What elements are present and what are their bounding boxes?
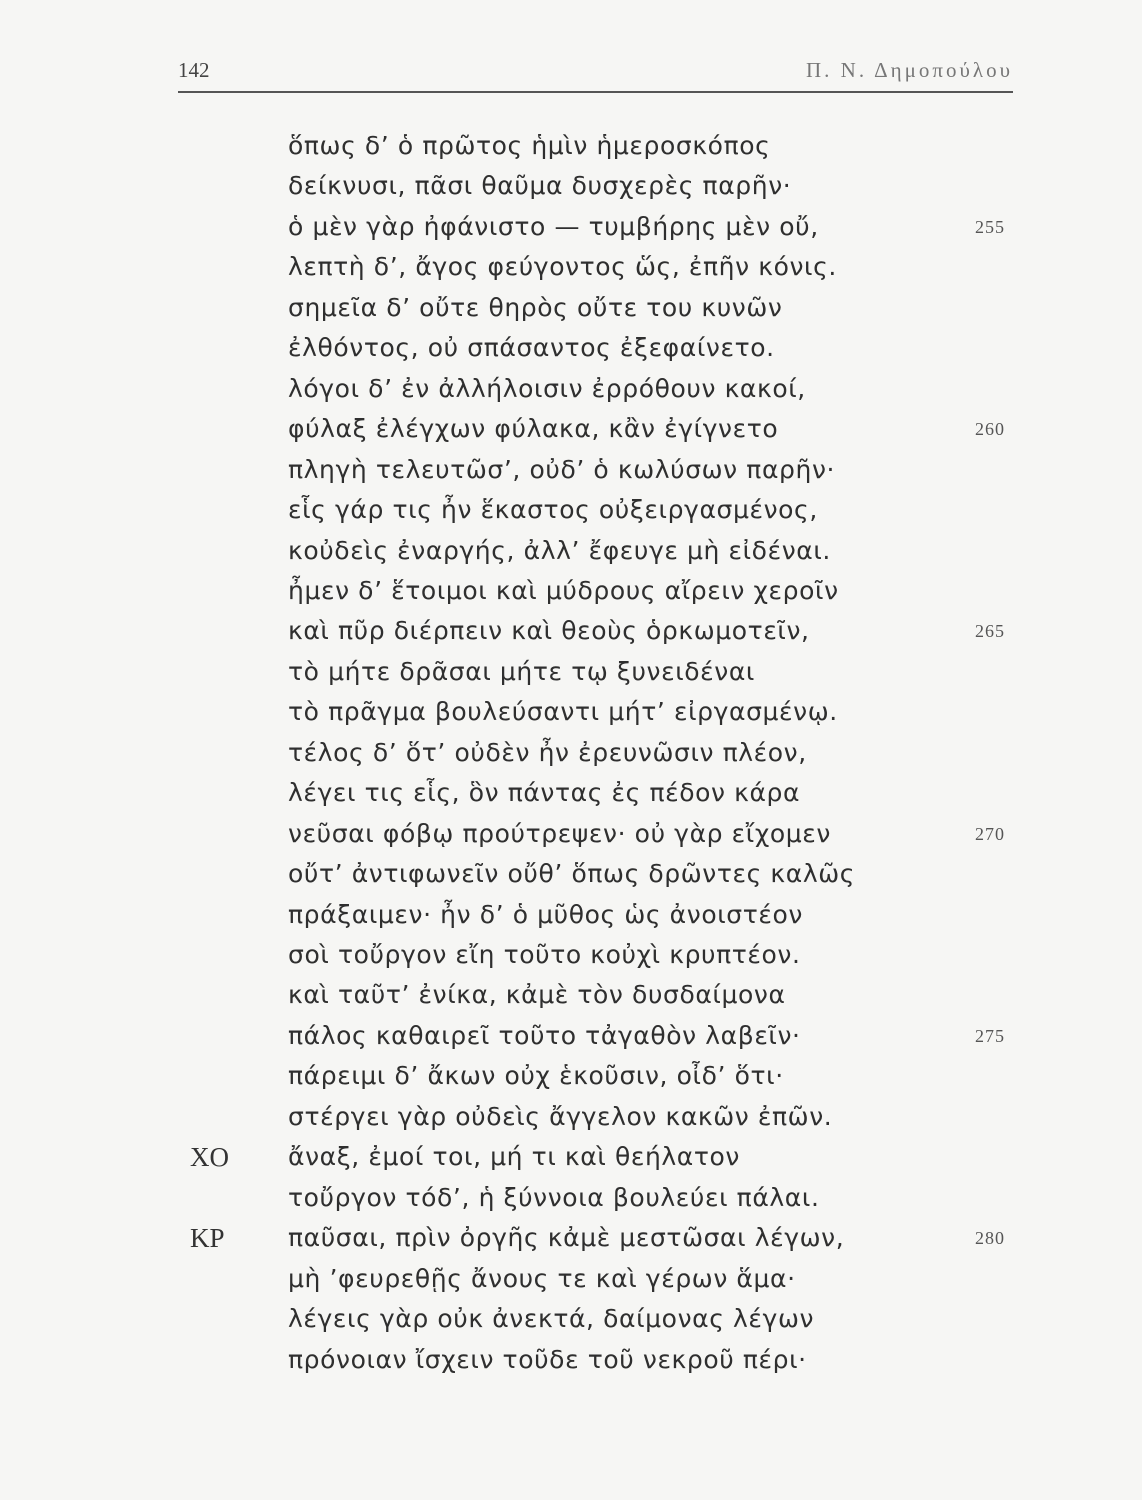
verse-line [0,571,1142,611]
verse-line [0,1299,1142,1339]
line-number: 260 [975,419,1005,440]
verse-line [0,207,1142,247]
verse-text: σημεῖα δ’ οὔτε θηρὸς οὔτε του κυνῶν [288,292,783,322]
verse-line [0,975,1142,1015]
running-head: Π. Ν. Δημοπούλου [806,58,1013,82]
verse-line [0,1340,1142,1380]
line-number: 265 [975,621,1005,642]
line-number: 280 [975,1228,1005,1249]
verse-line [0,854,1142,894]
verse-line [0,733,1142,773]
verse-line [0,692,1142,732]
verse-line [0,409,1142,449]
verse-text: σοὶ τοὔργον εἴη τοῦτο κοὐχὶ κρυπτέον. [288,940,801,969]
verse-text: οὔτ’ ἀντιφωνεῖν οὔθ’ ὅπως δρῶντες καλῶς [288,859,856,889]
verse-text: πρόνοιαν ἴσχειν τοῦδε τοῦ νεκροῦ πέρι· [288,1344,807,1374]
verse-text: δείκνυσι, πᾶσι θαῦμα δυσχερὲς παρῆν· [288,171,792,201]
verse-line [0,369,1142,409]
verse-text: παῦσαι, πρὶν ὀργῆς κἀμὲ μεστῶσαι λέγων, [288,1223,845,1253]
verse-text: φύλαξ ἐλέγχων φύλακα, κἂν ἐγίγνετο [288,414,779,444]
verse-line [0,773,1142,813]
verse-text: τοὔργον τόδ’, ἡ ξύννοια βουλεύει πάλαι. [288,1182,820,1212]
verse-line [0,490,1142,530]
verse-text: στέργει γὰρ οὐδεὶς ἄγγελον κακῶν ἐπῶν. [288,1101,833,1131]
verse-text: ὅπως δ’ ὁ πρῶτος ἡμὶν ἡμεροσκόπος [288,131,771,160]
verse-line [0,1137,1142,1177]
verse-text: τὸ μήτε δρᾶσαι μήτε τῳ ξυνειδέναι [288,656,755,686]
verse-text: νεῦσαι φόβῳ προύτρεψεν· οὐ γὰρ εἴχομεν [288,818,831,848]
verse-line [0,247,1142,287]
line-number: 255 [975,216,1005,237]
verse-line [0,1016,1142,1056]
page-number: 142 [178,58,210,82]
verse-text: λέγεις γὰρ οὐκ ἀνεκτά, δαίμονας λέγων [288,1304,815,1334]
line-number: 275 [975,1025,1005,1046]
verse-text: εἷς γάρ τις ἦν ἕκαστος οὐξειργασμένος, [288,495,818,525]
verse-line [0,1259,1142,1299]
verse-line [0,935,1142,975]
verse-line [0,1178,1142,1218]
verse-text: πληγὴ τελευτῶσ’, οὐδ’ ὁ κωλύσων παρῆν· [288,454,836,484]
verse-line [0,814,1142,854]
verse-line [0,450,1142,490]
speaker-label: ΚΡ [190,1223,225,1254]
verse-line [0,166,1142,206]
verse-text: ὁ μὲν γὰρ ἠφάνιστο — τυμβήρης μὲν οὔ, [288,211,819,241]
verse-line [0,126,1142,166]
verse-text: κοὐδεὶς ἐναργής, ἀλλ’ ἔφευγε μὴ εἰδέναι. [288,535,831,565]
verse-text: ἦμεν δ’ ἕτοιμοι καὶ μύδρους αἴρειν χεροῖν [288,575,839,605]
verse-text: λόγοι δ’ ἐν ἀλλήλοισιν ἐρρόθουν κακοί, [288,373,806,403]
verse-line [0,531,1142,571]
page-header [178,56,1013,90]
verse-text: καὶ πῦρ διέρπειν καὶ θεοὺς ὁρκωμοτεῖν, [288,616,810,646]
verse-text: ἐλθόντος, οὐ σπάσαντος ἐξεφαίνετο. [288,333,775,363]
verse-text: πάλος καθαιρεῖ τοῦτο τἀγαθὸν λαβεῖν· [288,1020,801,1050]
verse-line [0,328,1142,368]
verse-line [0,288,1142,328]
verse-text: πράξαιμεν· ἦν δ’ ὁ μῦθος ὡς ἀνοιστέον [288,899,803,929]
verse-text: τέλος δ’ ὅτ’ οὐδὲν ἦν ἐρευνῶσιν πλέον, [288,737,807,767]
verse-line [0,895,1142,935]
verse-line [0,652,1142,692]
verse-text: πάρειμι δ’ ἄκων οὐχ ἑκοῦσιν, οἶδ’ ὅτι· [288,1061,784,1091]
verse-line [0,1056,1142,1096]
verse-text: ἄναξ, ἐμοί τοι, μή τι καὶ θεήλατον [288,1142,740,1172]
verse-text: λέγει τις εἷς, ὃν πάντας ἐς πέδον κάρα [288,778,801,808]
line-number: 270 [975,823,1005,844]
verse-text: τὸ πρᾶγμα βουλεύσαντι μήτ’ εἰργασμένῳ. [288,697,838,727]
verse-text: μὴ ’φευρεθῇς ἄνους τε καὶ γέρων ἅμα· [288,1263,796,1293]
verse-line [0,1218,1142,1258]
speaker-label: ΧΟ [190,1142,229,1173]
verse-text: καὶ ταῦτ’ ἐνίκα, κἀμὲ τὸν δυσδαίμονα [288,980,786,1010]
verse-text: λεπτὴ δ’, ἄγος φεύγοντος ὥς, ἐπῆν κόνις. [288,252,837,282]
verse-line [0,611,1142,651]
verse-line [0,1097,1142,1137]
header-rule [178,91,1013,93]
